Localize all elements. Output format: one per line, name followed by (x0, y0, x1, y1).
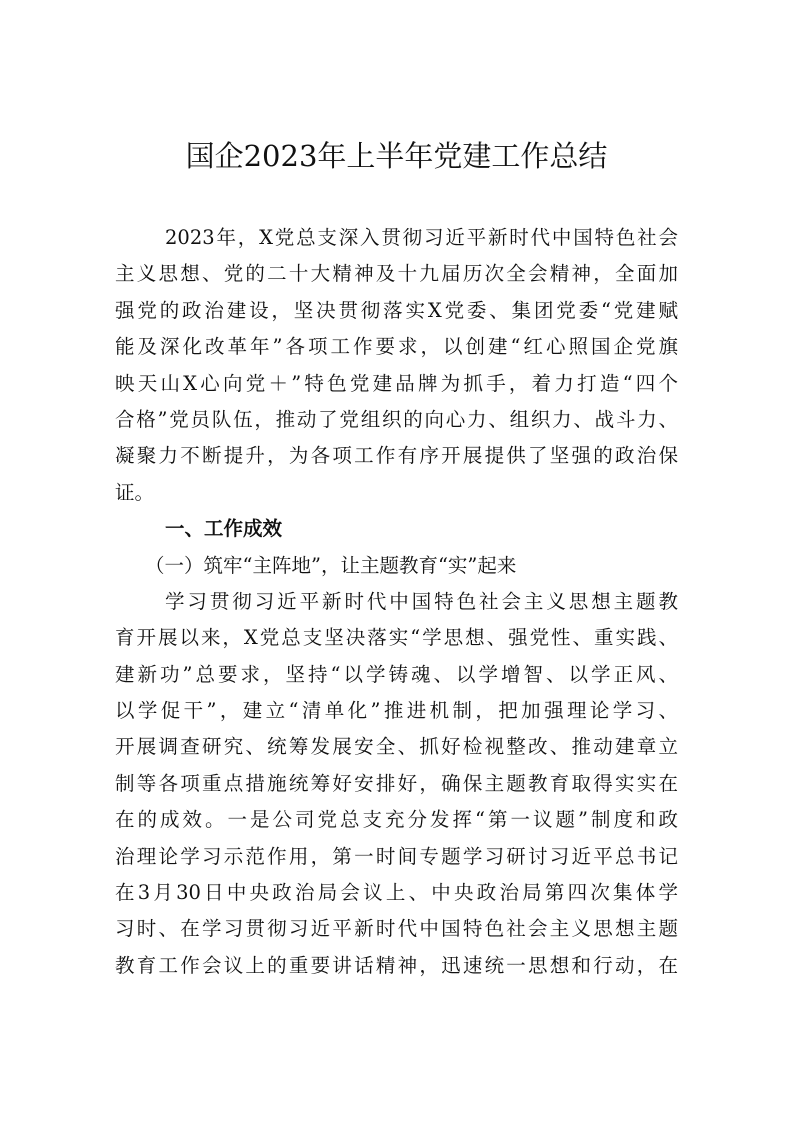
text-line: 以学促干”，建立“清单化”推进机制，把加强理论学习、 (115, 699, 678, 723)
text-line: 在的成效。一是公司党总支充分发挥“第一议题”制度和政 (115, 808, 678, 832)
text-line: 开展调查研究、统筹发展安全、抓好检视整改、推动建章立 (115, 735, 678, 759)
text-line: 育开展以来，X党总支坚决落实“学思想、强党性、重实践、 (115, 626, 678, 650)
text-line: 2023年，X党总支深入贯彻习近平新时代中国特色社会 (165, 226, 678, 249)
subsection-heading: （一）筑牢“主阵地”，让主题教育“实”起来 (145, 553, 517, 577)
text-line: 建新功”总要求，坚持“以学铸魂、以学增智、以学正风、 (115, 662, 678, 686)
text-line: 教育工作会议上的重要讲话精神，迅速统一思想和行动，在 (115, 953, 678, 977)
text-line: 在3月30日中央政治局会议上、中央政治局第四次集体学 (115, 881, 678, 905)
document-body (115, 220, 678, 984)
text-line: 习时、在学习贯彻习近平新时代中国特色社会主义思想主题 (115, 917, 678, 941)
paragraph-intro (115, 220, 678, 511)
text-line: 合格”党员队伍，推动了党组织的向心力、组织力、战斗力、 (115, 407, 678, 431)
text-line: 证。 (115, 480, 155, 504)
text-line: 学习贯彻习近平新时代中国特色社会主义思想主题教 (165, 589, 678, 613)
section-heading: 一、工作成效 (165, 517, 283, 541)
text-line: 主义思想、党的二十大精神及十九届历次全会精神，全面加 (115, 262, 678, 286)
text-line: 能及深化改革年”各项工作要求，以创建“红心照国企党旗 (115, 335, 678, 359)
text-line: 映天山X心向党＋”特色党建品牌为抓手，着力打造“四个 (115, 371, 678, 395)
paragraph-theme-education (115, 584, 678, 984)
text-line: 制等各项重点措施统筹好安排好，确保主题教育取得实实在 (115, 771, 678, 795)
text-line: 凝聚力不断提升，为各项工作有序开展提供了坚强的政治保 (115, 444, 678, 468)
text-line: 治理论学习示范作用，第一时间专题学习研讨习近平总书记 (115, 844, 678, 868)
text-line: 强党的政治建设，坚决贯彻落实X党委、集团党委“党建赋 (115, 298, 678, 322)
document-title: 国企2023年上半年党建工作总结 (185, 139, 608, 173)
